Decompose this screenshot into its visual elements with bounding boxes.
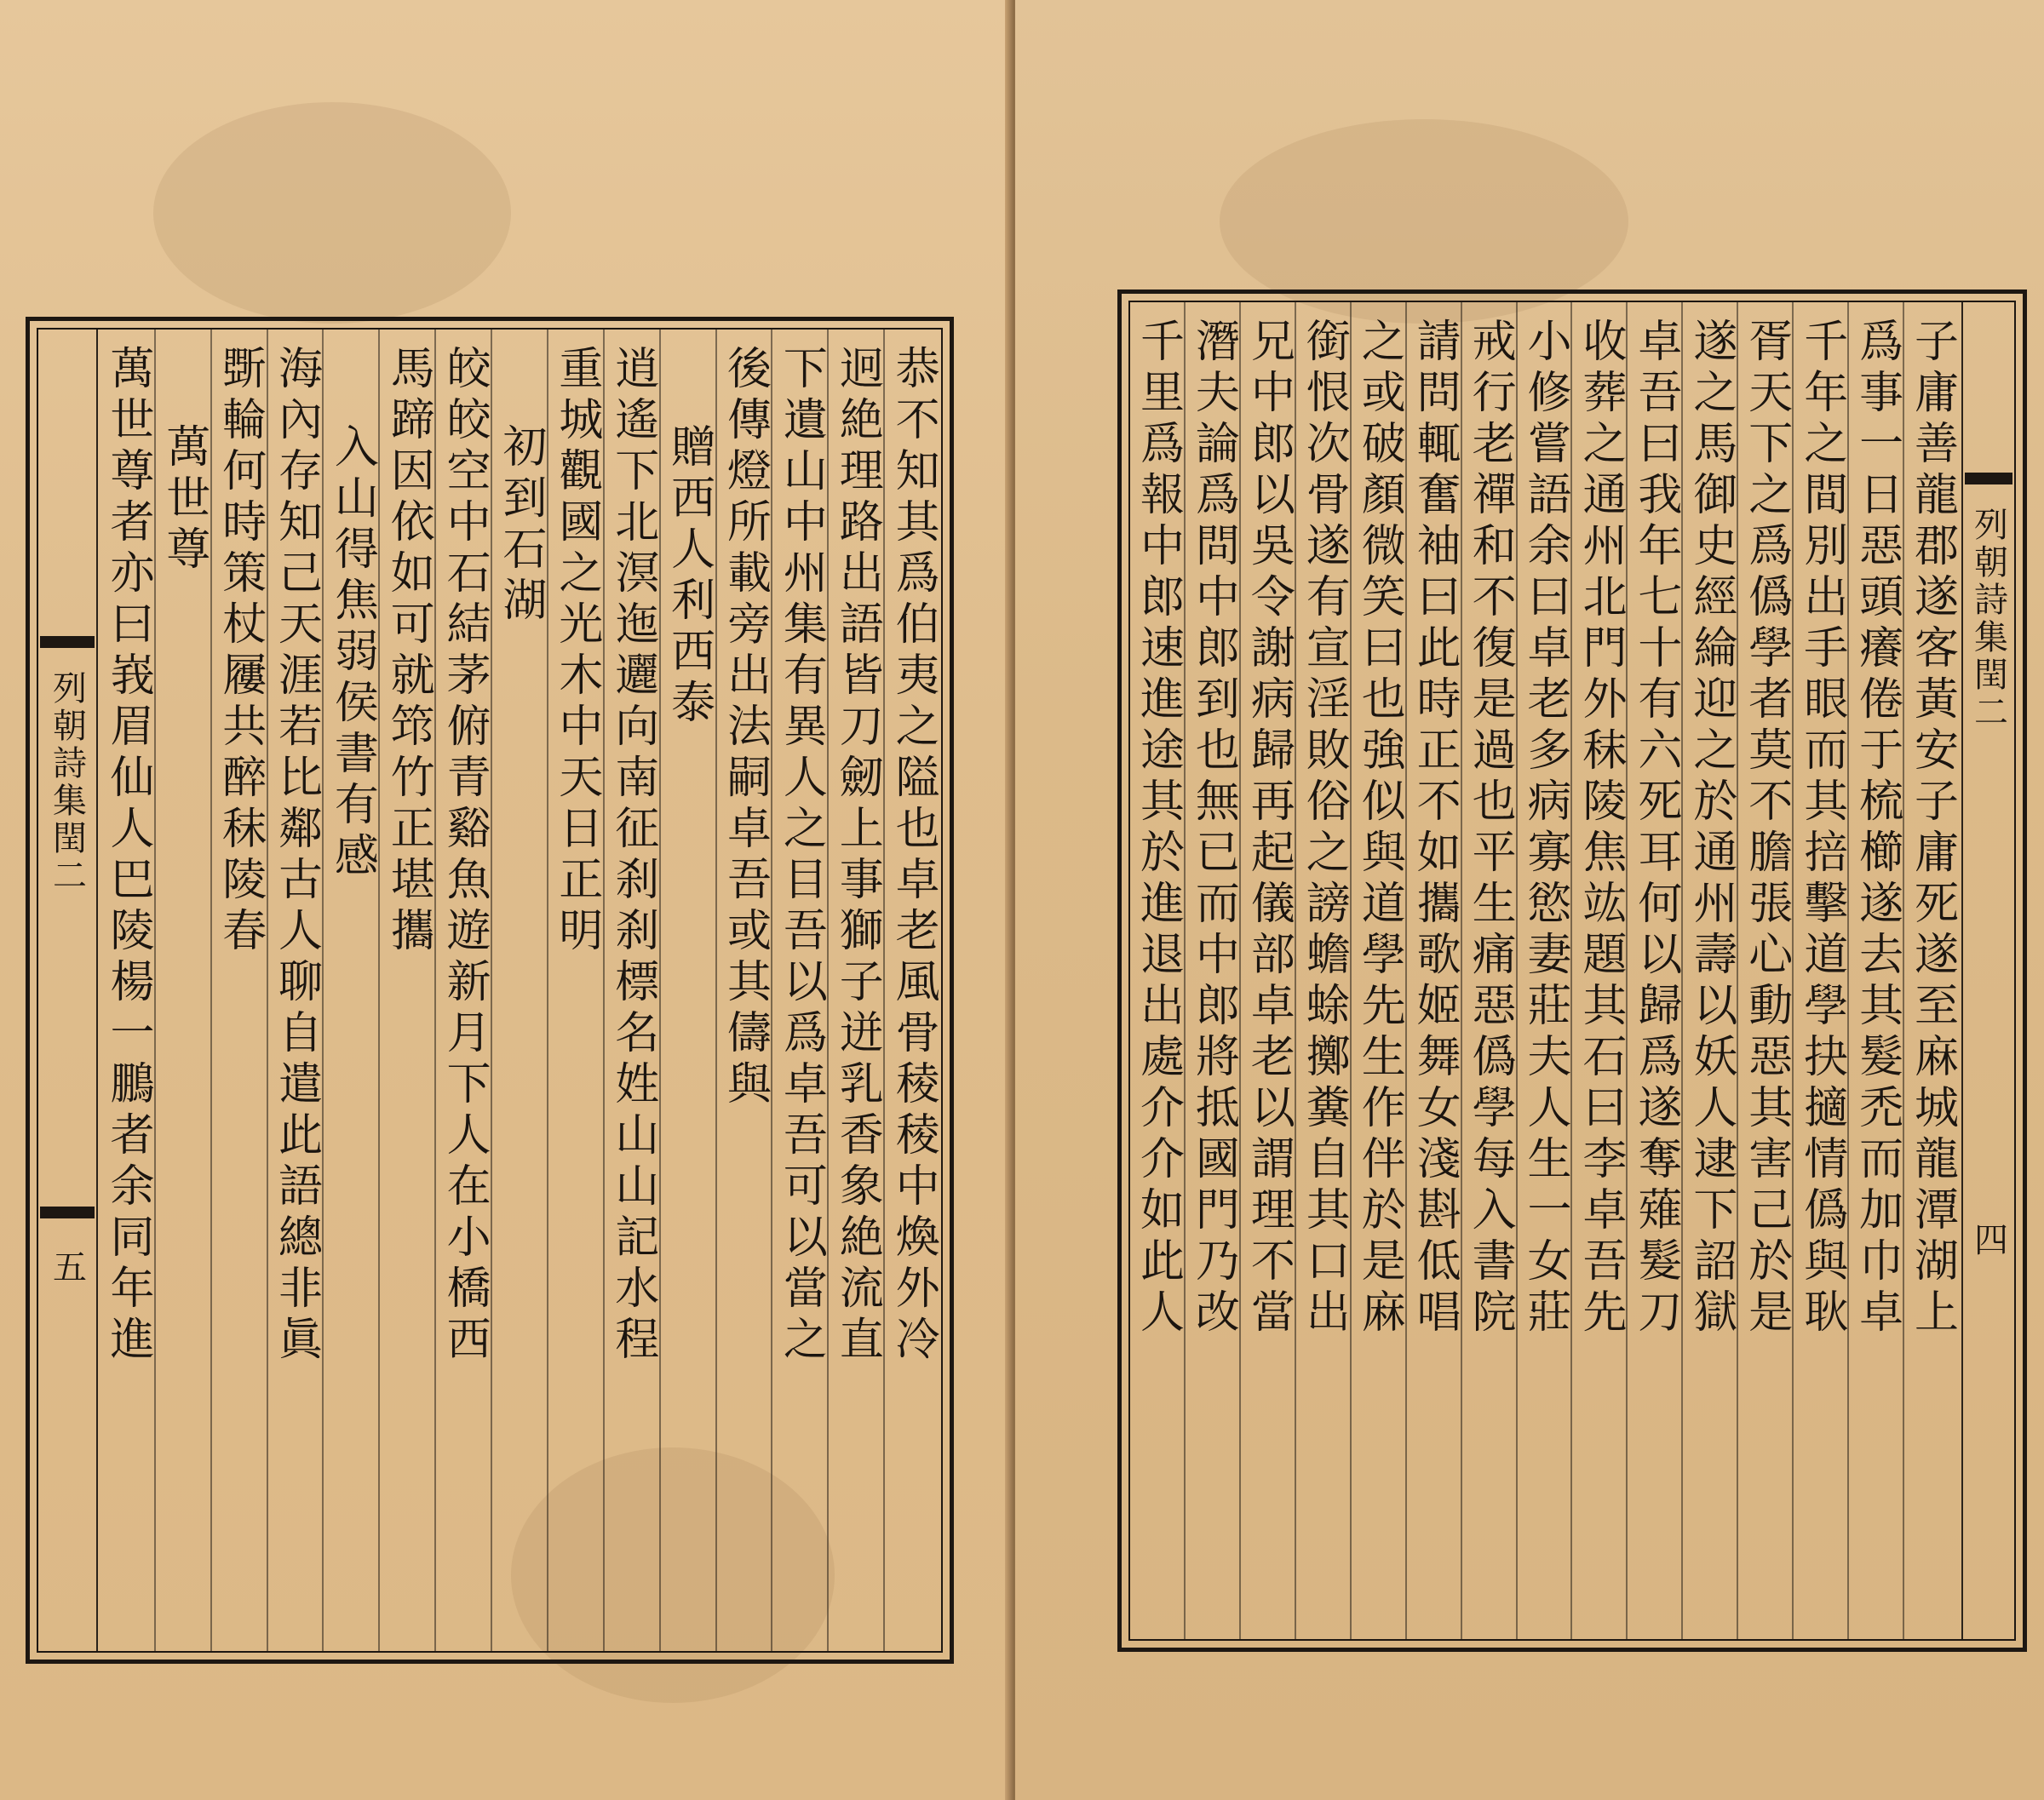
column-rule xyxy=(547,330,548,1651)
text-column: 小修嘗語余曰卓老多病寡慾妻莊夫人生一女莊 xyxy=(1519,318,1571,1339)
text-column: 初到石湖 xyxy=(495,423,547,628)
fishtail-mark xyxy=(40,1207,95,1218)
column-rule xyxy=(434,330,436,1651)
text-column: 下遺山中州集有異人之目吾以爲卓吾可以當之 xyxy=(775,345,827,1367)
left-text-frame xyxy=(26,317,954,1664)
text-column: 兄中郎以吳令謝病歸再起儀部卓老以謂理不當 xyxy=(1243,318,1295,1339)
text-column: 潛夫論爲問中郎到也無已而中郎將抵國門乃改 xyxy=(1187,318,1239,1339)
text-column: 斲輪何時策杖屨共醉秣陵春 xyxy=(214,345,266,958)
text-column: 贈西人利西泰 xyxy=(663,423,715,730)
column-rule xyxy=(771,330,772,1651)
text-column: 子庸善龍郡遂客黃安子庸死遂至麻城龍潭湖上 xyxy=(1906,318,1958,1339)
text-column: 戒行老禪和不復是過也平生痛惡僞學每入書院 xyxy=(1464,318,1516,1339)
text-column: 迥絶理路出語皆刀劒上事獅子迸乳香象絶流直 xyxy=(831,345,883,1367)
text-column: 後傳燈所載旁出法嗣卓吾或其儔與 xyxy=(719,345,771,1111)
left-banxin xyxy=(38,330,98,1651)
column-rule xyxy=(1350,302,1352,1639)
right-text-frame xyxy=(1117,289,2027,1652)
text-column: 海內存知己天涯若比鄰古人聊自遣此語總非眞 xyxy=(270,345,322,1367)
text-column: 收葬之通州北門外秣陵焦竑題其石曰李卓吾先 xyxy=(1574,318,1626,1339)
column-rule xyxy=(1405,302,1407,1639)
left-text-columns xyxy=(100,330,941,1651)
right-text-columns xyxy=(1130,302,1960,1639)
text-column: 皎皎空中石結茅俯青谿魚遊新月下人在小橋西 xyxy=(439,345,491,1367)
column-rule xyxy=(1847,302,1849,1639)
column-rule xyxy=(378,330,380,1651)
column-rule xyxy=(1239,302,1241,1639)
page-number: 五 xyxy=(47,1249,87,1287)
right-page xyxy=(1015,0,2044,1800)
text-column: 之或破顏微笑曰也強似與道學先生作伴於是麻 xyxy=(1353,318,1405,1339)
column-rule xyxy=(603,330,605,1651)
left-page xyxy=(0,0,1012,1800)
column-rule xyxy=(1626,302,1628,1639)
text-column: 重城觀國之光木中天日正明 xyxy=(550,345,602,958)
text-column: 萬世尊者亦曰峩眉仙人巴陵楊一鵬者余同年進 xyxy=(101,345,153,1367)
text-column: 胥天下之爲僞學者莫不膽張心動惡其害己於是 xyxy=(1740,318,1792,1339)
text-column: 入山得焦弱侯書有感 xyxy=(326,423,378,883)
column-rule xyxy=(1570,302,1572,1639)
column-rule xyxy=(210,330,212,1651)
text-column: 卓吾曰我年七十有六死耳何以歸爲遂奪薙髮刀 xyxy=(1629,318,1681,1339)
column-rule xyxy=(715,330,717,1651)
fishtail-mark xyxy=(1965,473,2012,484)
text-column: 馬蹄因依如可就筇竹正堪攜 xyxy=(382,345,434,958)
column-rule xyxy=(659,330,661,1651)
fishtail-mark xyxy=(40,636,95,648)
column-rule xyxy=(1792,302,1794,1639)
column-rule xyxy=(1516,302,1518,1639)
text-column: 千年之間別出手眼而其掊擊道學抉擿情僞與耿 xyxy=(1795,318,1847,1339)
text-column: 爲事一日惡頭癢倦于梳櫛遂去其髮禿而加巾卓 xyxy=(1851,318,1903,1339)
column-rule xyxy=(883,330,885,1651)
column-rule xyxy=(827,330,829,1651)
column-rule xyxy=(491,330,492,1651)
text-column: 請問輒奮袖曰此時正不如攜歌姬舞女淺斟低唱 xyxy=(1409,318,1461,1339)
right-banxin xyxy=(1961,302,2014,1639)
text-column: 萬世尊 xyxy=(158,423,210,576)
column-rule xyxy=(1295,302,1296,1639)
text-column: 銜恨次骨遂有宣淫敗俗之謗蟾蜍擲糞自其口出 xyxy=(1298,318,1350,1339)
column-rule xyxy=(1184,302,1186,1639)
text-column: 逍遙下北溟迤邐向南征刹刹標名姓山山記水程 xyxy=(606,345,658,1367)
text-column: 恭不知其爲伯夷之隘也卓老風骨稜稜中煥外冷 xyxy=(887,345,939,1367)
column-rule xyxy=(1461,302,1462,1639)
column-rule xyxy=(322,330,324,1651)
page-number: 四 xyxy=(1968,1222,2008,1259)
column-rule xyxy=(1903,302,1904,1639)
banxin-title: 列朝詩集閏二 xyxy=(47,670,87,895)
column-rule xyxy=(154,330,156,1651)
column-rule xyxy=(1681,302,1683,1639)
text-column: 遂之馬御史經綸迎之於通州壽以妖人逮下詔獄 xyxy=(1685,318,1737,1339)
column-rule xyxy=(267,330,268,1651)
text-column: 千里爲報中郎速進途其於進退出處介介如此人 xyxy=(1132,318,1184,1339)
banxin-title: 列朝詩集閏二 xyxy=(1968,507,2008,731)
column-rule xyxy=(1737,302,1738,1639)
